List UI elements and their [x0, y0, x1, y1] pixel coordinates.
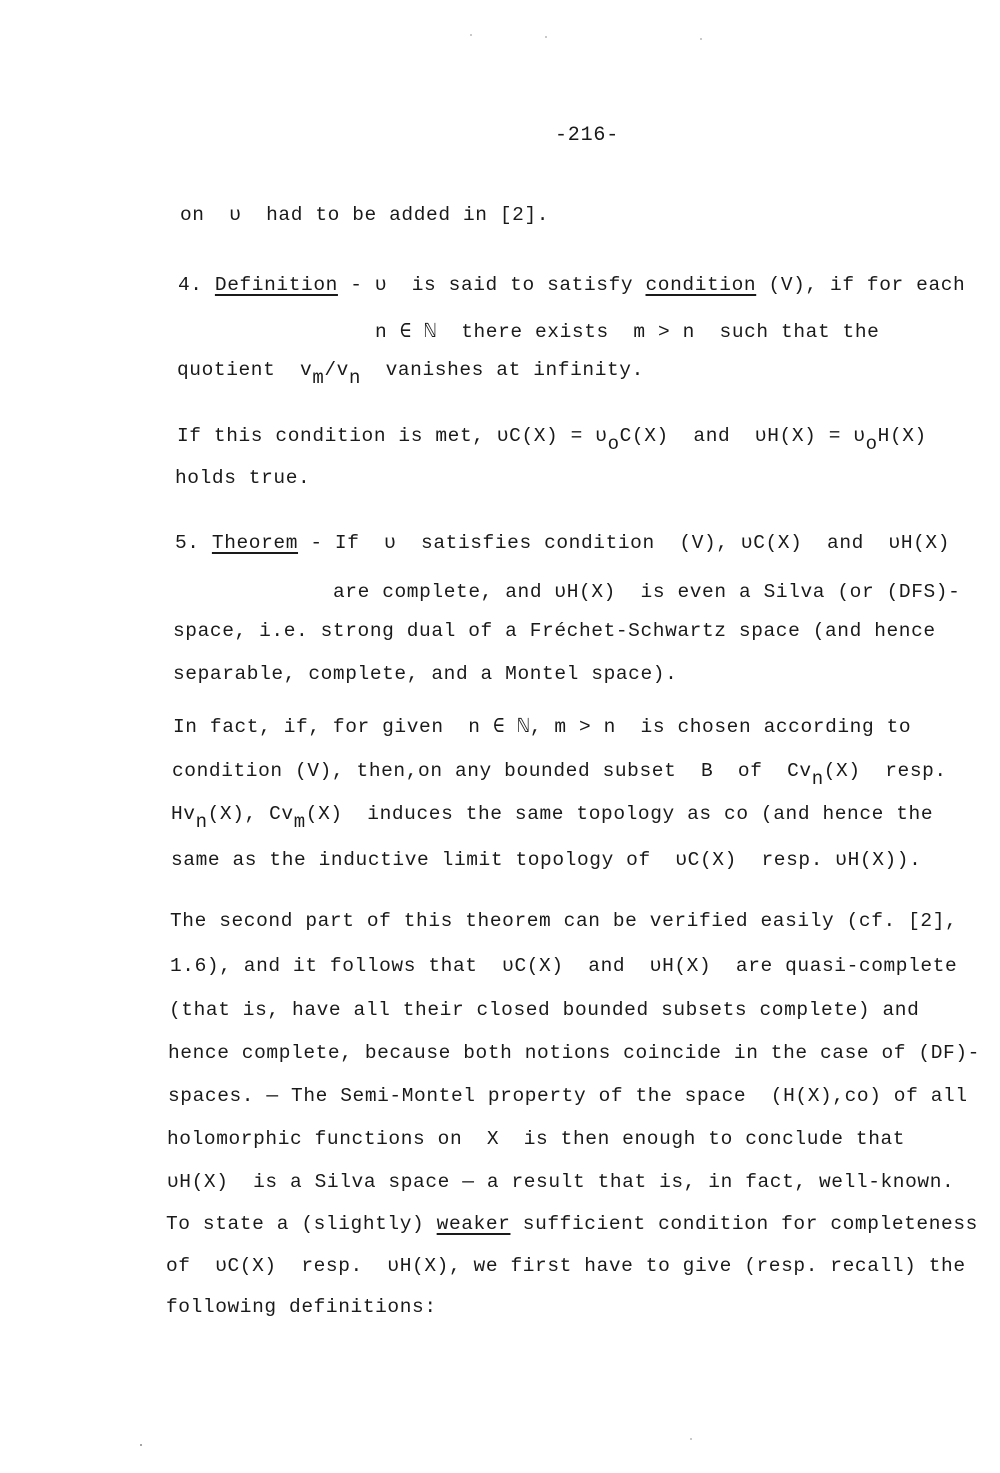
subscript: n	[811, 768, 824, 790]
text-line	[173, 665, 677, 685]
scan-speck	[140, 1444, 142, 1446]
underlined-term: Theorem	[211, 532, 299, 554]
text-line	[171, 803, 934, 833]
text-line	[166, 1298, 437, 1318]
text-line	[178, 276, 965, 296]
text-segment: holds true.	[175, 467, 311, 489]
underlined-term: weaker	[436, 1213, 511, 1235]
text-line	[173, 718, 911, 738]
text-segment: Hv	[171, 803, 196, 825]
text-segment: C(X) and υH(X) = υ	[619, 425, 866, 447]
text-line	[171, 851, 921, 871]
text-line	[169, 1001, 919, 1021]
subscript: n	[348, 367, 361, 389]
text-line	[168, 1087, 968, 1107]
text-segment: holomorphic functions on X is then enough to conclude that	[167, 1128, 906, 1150]
text-segment: hence complete, because both notions coincide in the case of (DF)-	[168, 1042, 980, 1064]
subscript: m	[293, 811, 306, 833]
subscript: m	[312, 367, 325, 389]
text-segment: condition (V), then,on any bounded subset B of Cv	[172, 760, 812, 782]
scan-speck	[545, 36, 547, 38]
text-segment: (X), Cv	[207, 803, 294, 825]
text-segment: (that is, have all their closed bounded subsets complete) and	[169, 999, 920, 1021]
text-segment: 4.	[178, 274, 215, 296]
text-line	[166, 1257, 966, 1277]
text-segment: spaces. — The Semi-Montel property of the space (H(X),co) of all	[168, 1085, 968, 1107]
text-segment: If this condition is met, υC(X) = υ	[177, 425, 608, 447]
text-line	[175, 534, 950, 554]
text-line	[173, 622, 936, 642]
text-segment: - υ is said to satisfy	[337, 274, 646, 296]
text-segment: space, i.e. strong dual of a Fréchet-Schwartz space (and hence	[173, 620, 936, 642]
text-segment: The second part of this theorem can be verified easily (cf. [2],	[170, 910, 958, 932]
text-segment: To state a (slightly)	[166, 1213, 437, 1235]
text-segment: separable, complete, and a Montel space).	[173, 663, 678, 685]
text-line	[166, 1215, 978, 1235]
text-segment: sufficient condition for completeness	[510, 1213, 978, 1235]
text-line	[333, 583, 960, 603]
text-segment: quotient v	[177, 359, 313, 381]
subscript: o	[865, 433, 878, 455]
underlined-term: condition	[645, 274, 757, 296]
text-segment: 1.6), and it follows that υC(X) and υH(X) are quasi-complete	[170, 955, 958, 977]
text-segment: υH(X) is a Silva space — a result that is, in fact, well-known.	[167, 1171, 955, 1193]
text-segment: - If υ satisfies condition (V), υC(X) and υH(X)	[298, 532, 951, 554]
text-segment: H(X)	[877, 425, 927, 447]
text-segment: of υC(X) resp. υH(X), we first have to give (resp. recall) the	[166, 1255, 966, 1277]
text-segment: same as the inductive limit topology of υC(X) resp. υH(X)).	[171, 849, 922, 871]
text-line	[177, 425, 927, 455]
text-segment: (X) induces the same topology as co (and hence the	[305, 803, 934, 825]
scan-speck	[690, 1438, 692, 1440]
text-line	[180, 206, 549, 226]
subscript: n	[195, 811, 208, 833]
text-segment: are complete, and υH(X) is even a Silva (or (DFS)-	[333, 581, 961, 603]
text-line	[375, 323, 879, 343]
text-line	[170, 957, 957, 977]
underlined-term: Definition	[214, 274, 338, 296]
text-segment: following definitions:	[166, 1296, 437, 1318]
text-segment: In fact, if, for given n ∈ ℕ, m > n is chosen according to	[173, 716, 912, 738]
text-segment: vanishes at infinity.	[360, 359, 644, 381]
text-segment: (X) resp.	[823, 760, 947, 782]
text-line	[177, 359, 644, 389]
text-line	[167, 1130, 905, 1150]
text-line	[170, 912, 957, 932]
scan-speck	[470, 34, 472, 36]
text-segment: 5.	[175, 532, 212, 554]
page-number: -216-	[555, 124, 620, 147]
subscript: o	[607, 433, 620, 455]
text-segment: (V), if for each	[756, 274, 966, 296]
text-segment: on υ had to be added in [2].	[180, 204, 550, 226]
scan-speck	[700, 38, 702, 40]
text-line	[172, 760, 947, 790]
text-line	[167, 1173, 954, 1193]
text-line	[168, 1044, 980, 1064]
text-segment: n ∈ ℕ there exists m > n such that the	[375, 321, 880, 343]
text-segment: /v	[324, 359, 349, 381]
text-line	[175, 469, 310, 489]
